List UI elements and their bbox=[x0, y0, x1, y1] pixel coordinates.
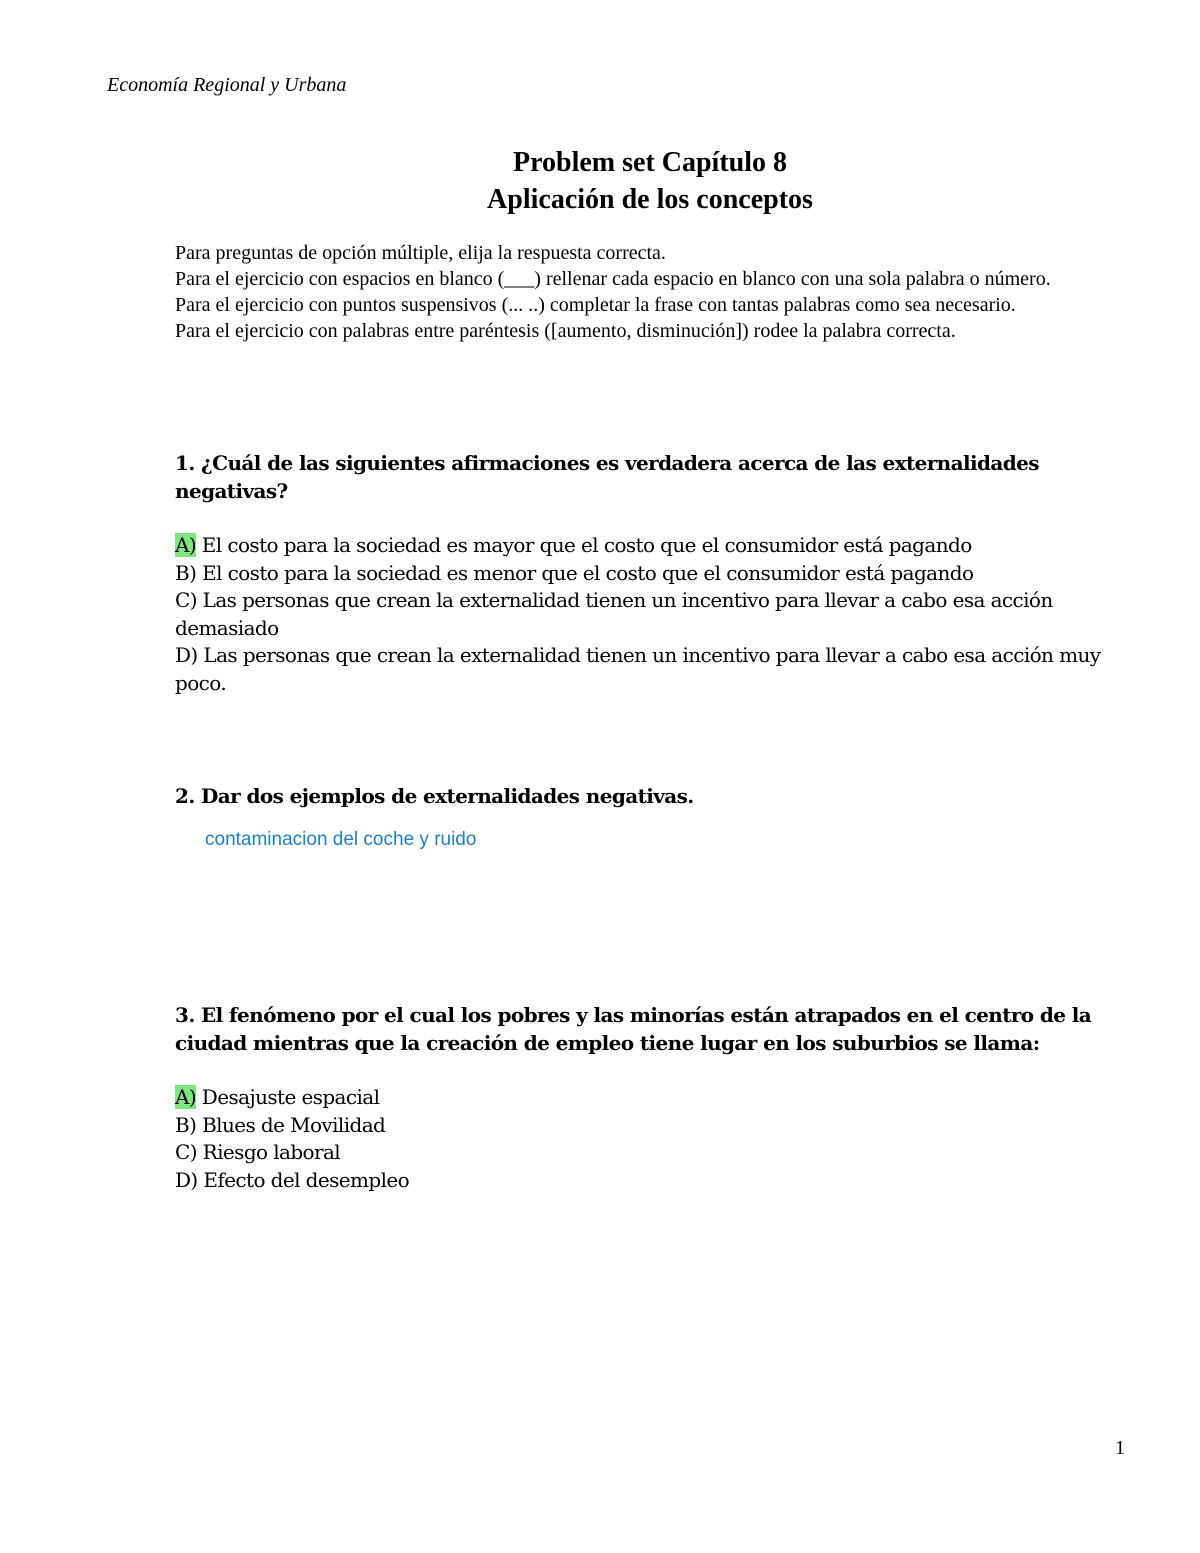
title-block bbox=[0, 144, 1200, 218]
answer-text: contaminacion del coche y ruido bbox=[205, 829, 477, 850]
instruction-line: Para el ejercicio con palabras entre paréntesis ([aumento, disminución]) rodee la palabra correcta. bbox=[175, 320, 956, 342]
instruction-line: Para el ejercicio con espacios en blanco (___) rellenar cada espacio en blanco con una sola palabra o número. bbox=[175, 268, 1051, 290]
page-subtitle: Aplicación de los conceptos bbox=[487, 184, 813, 215]
option-d: D) Las personas que crean la externalidad tienen un incentivo para llevar a cabo esa acción muy poco. bbox=[175, 643, 1101, 695]
option-a: A) El costo para la sociedad es mayor que el costo que el consumidor está pagando bbox=[175, 533, 972, 557]
page-title: Problem set Capítulo 8 bbox=[512, 147, 788, 178]
document-header: Economía Regional y Urbana bbox=[107, 74, 347, 96]
question-1 bbox=[175, 450, 1135, 697]
correct-answer-highlight: A) bbox=[175, 533, 197, 557]
instruction-line: Para preguntas de opción múltiple, elija la respuesta correcta. bbox=[175, 242, 666, 264]
option-d: D) Efecto del desempleo bbox=[175, 1167, 410, 1192]
page-number: 1 bbox=[1115, 1437, 1125, 1459]
option-b: B) Blues de Movilidad bbox=[175, 1112, 386, 1137]
instruction-line: Para el ejercicio con puntos suspensivos (... ..) completar la frase con tantas palabras como sea necesario. bbox=[175, 294, 1016, 316]
question-1-title: 1. ¿Cuál de las siguientes afirmaciones es verdadera acerca de las externalidades negativas? bbox=[175, 451, 1039, 503]
option-b: B) El costo para la sociedad es menor que el costo que el consumidor está pagando bbox=[175, 560, 974, 585]
question-2 bbox=[175, 783, 1135, 811]
question-2-title: 2. Dar dos ejemplos de externalidades negativas. bbox=[175, 784, 694, 808]
option-c: C) Riesgo laboral bbox=[175, 1140, 341, 1164]
option-a: A) Desajuste espacial bbox=[175, 1085, 380, 1109]
instructions bbox=[175, 240, 1135, 344]
option-c: C) Las personas que crean la externalidad tienen un incentivo para llevar a cabo esa acción demasiado bbox=[175, 588, 1053, 640]
correct-answer-highlight: A) bbox=[175, 1085, 197, 1109]
question-3 bbox=[175, 1002, 1135, 1194]
question-3-title: 3. El fenómeno por el cual los pobres y las minorías están atrapados en el centro de la ciudad mientras que la creación de empleo tiene lugar en los suburbios se llama: bbox=[175, 1003, 1092, 1055]
